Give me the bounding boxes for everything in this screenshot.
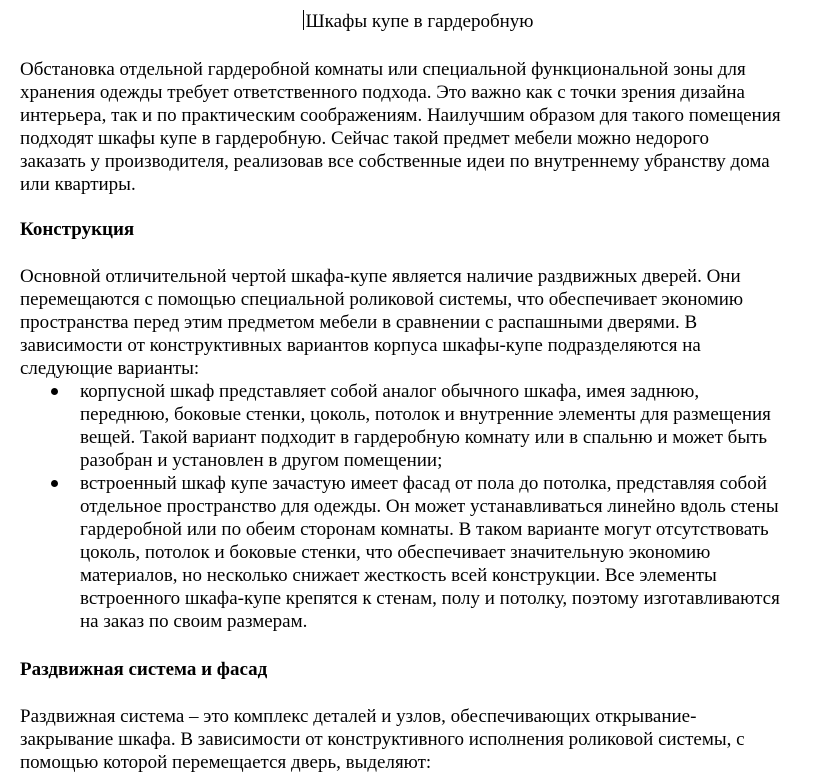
intro-line: подходят шкафы купе в гардеробную. Сейчас такой предмет мебели можно недорого [20,128,709,149]
construction-paragraph[interactable] [20,265,825,380]
construction-line: следующие варианты: [20,358,200,379]
sliding-system-line: закрывание шкафа. В зависимости от конструктивного исполнения роликовой системы, с [20,729,745,750]
bullet-icon [51,388,58,395]
list-item-line: встроенного шкафа-купе крепятся к стенам, полу и потолку, поэтому изготавливаются [80,588,780,609]
list-item-line: переднюю, боковые стенки, цоколь, потолок и внутренние элементы для размещения [80,404,771,425]
intro-line: Обстановка отдельной гардеробной комнаты или специальной функциональной зоны для [20,59,746,80]
list-item-line: корпусной шкаф представляет собой аналог обычного шкафа, имея заднюю, [80,381,700,402]
bullet-icon [51,480,58,487]
list-item-line: разобран и установлен в другом помещении; [80,450,443,471]
list-item-line: цоколь, потолок и боковые стенки, что обеспечивает значительную экономию [80,542,711,563]
intro-paragraph[interactable] [20,58,825,196]
section-heading-sliding-system[interactable]: Раздвижная система и фасад [20,659,268,680]
construction-line: Основной отличительной чертой шкафа-купе является наличие раздвижных дверей. Они [20,266,741,287]
list-item[interactable] [20,380,830,472]
sliding-system-paragraph[interactable] [20,705,825,774]
list-item-line: вещей. Такой вариант подходит в гардеробную комнату или в спальню и может быть [80,427,768,448]
list-item-line: отдельное пространство для одежды. Он может устанавливаться линейно вдоль стены [80,496,779,517]
intro-line: хранения одежды требует ответственного подхода. Это важно как с точки зрения дизайна [20,82,745,103]
sliding-system-line: помощью которой перемещается дверь, выделяют: [20,752,432,773]
list-item-line: встроенный шкаф купе зачастую имеет фасад от пола до потолка, представляя собой [80,473,767,494]
list-item-line: на заказ по своим размерам. [80,611,308,632]
sliding-system-line: Раздвижная система – это комплекс деталей и узлов, обеспечивающих открывание- [20,706,697,727]
document-title[interactable]: Шкафы купе в гардеробную [305,11,534,32]
document-title-line [0,10,837,33]
intro-line: интерьера, так и по практическим соображениям. Наилучшим образом для такого помещения [20,105,781,126]
intro-line: заказать у производителя, реализовав все собственные идеи по внутреннему убранству дома [20,151,770,172]
intro-line: или квартиры. [20,174,136,195]
construction-line: перемещаются с помощью специальной роликовой системы, что обеспечивает экономию [20,289,744,310]
section-heading-construction[interactable]: Конструкция [20,219,135,240]
construction-line: пространства перед этим предметом мебели в сравнении с распашными дверями. В [20,312,698,333]
list-item[interactable] [20,472,830,633]
list-item-line: материалов, но несколько снижает жесткость всей конструкции. Все элементы [80,565,717,586]
construction-variants-list [20,380,830,633]
list-item-line: гардеробной или по обеим сторонам комнаты. В таком варианте могут отсутствовать [80,519,769,540]
construction-line: зависимости от конструктивных вариантов корпуса шкафы-купе подразделяются на [20,335,701,356]
